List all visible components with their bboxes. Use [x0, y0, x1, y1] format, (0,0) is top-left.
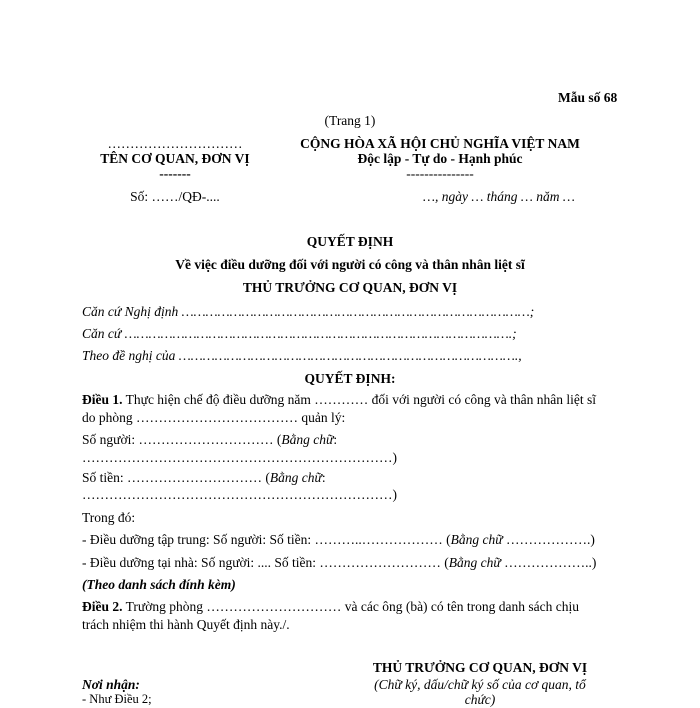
article-2-line-2: trách nhiệm thi hành Quyết định này./.: [82, 617, 290, 632]
concentrated-care-end: ……………….): [502, 532, 595, 547]
concentrated-care-line: [82, 532, 595, 548]
article-1-line-1: [82, 392, 596, 408]
recipients-label: Nơi nhận:: [82, 677, 140, 692]
document-subject: Về việc điều dưỡng đối với người có công và thân nhân liệt sĩ: [175, 257, 525, 272]
document-title: QUYẾT ĐỊNH: [306, 234, 394, 249]
form-number: Mẫu số 68: [558, 90, 618, 105]
home-care-text: - Điều dưỡng tại nhà: Số người: .... Số tiền: ……………………… (: [82, 555, 449, 570]
country-name: CỘNG HÒA XÃ HỘI CHỦ NGHĨA VIỆT NAM: [300, 136, 580, 151]
of-which-label: Trong đó:: [82, 510, 136, 525]
basis-decree: Căn cứ Nghị định ……………………………………………………………………………;: [82, 304, 535, 319]
article-2-line-1: [82, 599, 579, 615]
article-1-label: Điều 1.: [82, 392, 123, 407]
motto-divider: ---------------: [406, 166, 474, 181]
signer-title: THỦ TRƯỞNG CƠ QUAN, ĐƠN VỊ: [372, 660, 588, 675]
in-words-label: Bằng chữ: [269, 470, 322, 485]
agency-name: TÊN CƠ QUAN, ĐƠN VỊ: [100, 151, 250, 166]
signer-note: (Chữ ký, dấu/chữ ký số của cơ quan, tổ: [374, 677, 586, 692]
colon: :: [333, 432, 338, 447]
signer-note-cont: chức): [464, 692, 496, 707]
decides-heading: QUYẾT ĐỊNH:: [304, 371, 396, 386]
basis-proposal: Theo đề nghị của ………………………………………………………………………….,: [82, 348, 522, 363]
concentrated-care-text: - Điều dưỡng tập trung: Số người: Số tiền: ………..……………… (: [82, 532, 451, 547]
article-1-line-2: do phòng ……………………………… quản lý:: [82, 410, 346, 425]
colon: :: [321, 470, 326, 485]
money-amount-label: Số tiền: ………………………… (: [82, 470, 270, 485]
article-1-text: Thực hiện chế độ điều dưỡng năm ………… đối với người có công và thân nhân liệt sĩ: [122, 392, 597, 407]
date-line: …, ngày … tháng … năm …: [423, 189, 575, 204]
people-count-label: Số người: ………………………… (: [82, 432, 282, 447]
in-words-label: Bằng chữ: [448, 555, 501, 570]
people-count-line: [82, 432, 337, 448]
article-2-text: Trường phòng ………………………… và các ông (bà) có tên trong danh sách chịu: [122, 599, 580, 614]
recipient-item: - Như Điều 2;: [82, 692, 152, 706]
in-words-label: Bằng chữ: [281, 432, 334, 447]
header-left-dots: …………………………: [107, 136, 243, 151]
agency-divider: -------: [159, 166, 191, 181]
money-amount-line: [82, 470, 326, 486]
in-words-label: Bằng chữ: [450, 532, 503, 547]
issuing-authority: THỦ TRƯỞNG CƠ QUAN, ĐƠN VỊ: [242, 280, 458, 295]
page-label: (Trang 1): [324, 113, 376, 128]
document-number: Số: ……/QĐ-....: [130, 189, 220, 204]
attached-list-note: (Theo danh sách đính kèm): [82, 577, 236, 592]
national-motto: Độc lập - Tự do - Hạnh phúc: [357, 151, 523, 166]
basis-other: Căn cứ …………………………………………………………………………………….;: [82, 326, 517, 341]
article-2-label: Điều 2.: [82, 599, 123, 614]
money-words-dots: ……………………………………………………………): [82, 487, 397, 502]
home-care-end: ………………..): [500, 555, 597, 570]
people-words-dots: ……………………………………………………………): [82, 450, 397, 465]
home-care-line: [82, 555, 596, 571]
